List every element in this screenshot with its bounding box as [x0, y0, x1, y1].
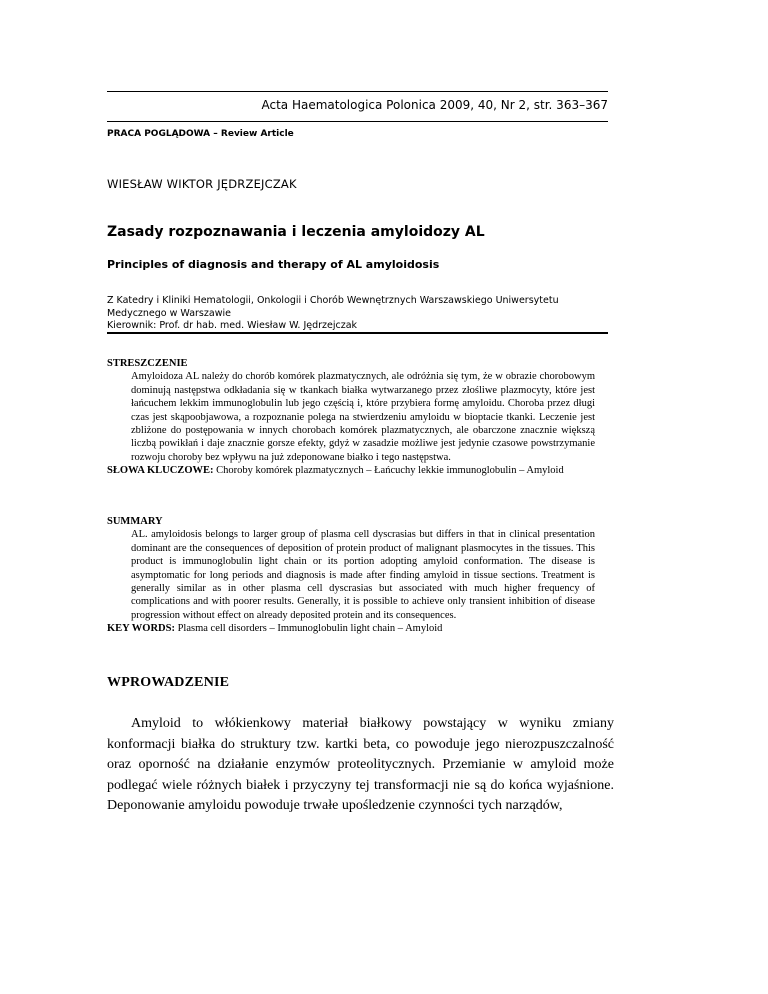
article-type: PRACA POGLĄDOWA – Review Article — [107, 129, 294, 139]
keywords-polish-label: SŁOWA KLUCZOWE: — [107, 465, 214, 477]
keywords-english — [107, 622, 595, 635]
abstract-polish-heading: STRESZCZENIE — [107, 358, 188, 369]
journal-citation: Acta Haematologica Polonica 2009, 40, Nr 2, str. 363–367 — [261, 98, 608, 112]
section-heading-introduction: WPROWADZENIE — [107, 675, 230, 690]
keywords-polish-text: Choroby komórek plazmatycznych – Łańcuchy lekkie immunoglobulin – Amyloid — [216, 465, 564, 477]
affiliation — [107, 295, 617, 333]
abstract-english-text: AL. amyloidosis belongs to larger group of plasma cell dyscrasias but differs in that in clinical presentation dominant are the consequences of deposition of protein product of malignant plasmocytes in the tissues. This product is immunoglobulin light chain or its portion adopting amyloid conformation. The disease is asymptomatic for long periods and diagnosis is made after finding amyloid in tissue sections. Treatment is generally similar as in other plasma cell dyscrasias but associated with much higher frequency of complications and with poorer results. Generally, it is possible to achieve only transient inhibition of disease progression without effect on already deposited protein and its consequences. — [131, 529, 595, 621]
abstract-polish — [107, 357, 595, 478]
abstract-english-heading: SUMMARY — [107, 516, 163, 527]
title-polish: Zasady rozpoznawania i leczenia amyloidozy AL — [107, 224, 485, 240]
affiliation-line-1: Z Katedry i Kliniki Hematologii, Onkologii i Chorób Wewnętrznych Warszawskiego Uniwersytetu — [107, 295, 559, 306]
abstract-english — [107, 515, 595, 636]
affiliation-line-2: Medycznego w Warszawie — [107, 307, 231, 319]
keywords-english-label: KEY WORDS: — [107, 623, 175, 635]
introduction-paragraph: Amyloid to włókienkowy materiał białkowy powstający w wyniku zmiany konformacji białka do struktury tzw. kartki beta, co powoduje jego nierozpuszczalność oraz oporność na działanie enzymów proteolitycznych. Przemianie w amyloid może podlegać wiele różnych białek i przyczyny tej transformacji nie są do końca wyjaśnione. Deponowanie amyloidu powoduje trwałe upośledzenie czynności tych narządów, — [107, 716, 614, 814]
author-name: WIESŁAW WIKTOR JĘDRZEJCZAK — [107, 177, 297, 191]
title-english: Principles of diagnosis and therapy of AL amyloidosis — [107, 258, 440, 271]
affiliation-rule — [107, 332, 608, 334]
header-rule — [107, 121, 608, 122]
department-head: Kierownik: Prof. dr hab. med. Wiesław W. Jędrzejczak — [107, 320, 358, 331]
keywords-polish — [107, 464, 595, 477]
abstract-polish-text: Amyloidoza AL należy do chorób komórek plazmatycznych, ale odróżnia się tym, że w obrazie chorobowym dominują następstwa odkładania się w tkankach białka wytwarzanego przez złośliwe plazmocyty, które jest łańcuchem lekkim immunoglobulin lub jego częścią i, które przybiera formę amyloidu. Choroba przez długi czas jest skąpoobjawowa, a rozpoznanie polega na stwierdzeniu amyloidu w bioptacie tkanki. Leczenie jest zbliżone do postępowania w innych chorobach komórek plazmatycznych, ale obarczone znacznie większą liczbą powikłań i daje znacznie gorsze efekty, gdyż w zasadzie możliwe jest jedynie czasowe powstrzymanie rozwoju choroby bez wpływu na już zdeponowane białko i tego następstwa. — [131, 371, 595, 463]
keywords-english-text: Plasma cell disorders – Immunoglobulin light chain – Amyloid — [177, 623, 443, 635]
top-rule — [107, 91, 608, 92]
